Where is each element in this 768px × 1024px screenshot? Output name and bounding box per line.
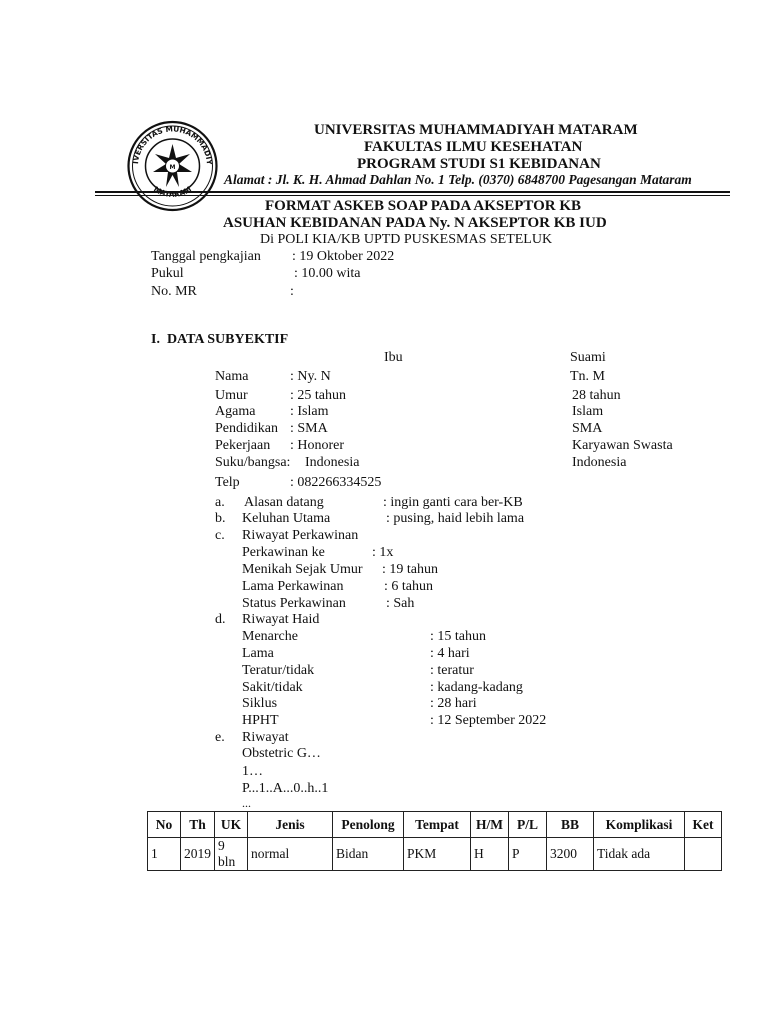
item-letter: b.	[215, 511, 226, 526]
section-heading-data-subyektif: I. DATA SUBYEKTIF	[151, 332, 289, 347]
svg-text:M: M	[169, 164, 176, 171]
identity-ibu: : Ny. N	[290, 369, 331, 384]
identity-label: Nama	[215, 369, 249, 384]
haid-item-label: Teratur/tidak	[242, 663, 315, 678]
identity-label: Pekerjaan	[215, 438, 271, 453]
haid-item-label: Menarche	[242, 629, 298, 644]
perkawinan-item-label: Perkawinan ke	[242, 545, 325, 560]
perkawinan-item-value: : 1x	[372, 545, 394, 560]
tanggal-value: : 19 Oktober 2022	[292, 249, 395, 264]
identity-label: Agama	[215, 404, 256, 419]
haid-item-label: Sakit/tidak	[242, 680, 303, 695]
perkawinan-item-value: : 19 tahun	[382, 562, 438, 577]
column-header: BB	[547, 812, 594, 838]
faculty-name: FAKULTAS ILMU KESEHATAN	[364, 139, 583, 155]
identity-ibu: Indonesia	[305, 455, 360, 470]
table-cell: 3200	[547, 838, 594, 871]
identity-ibu: : 25 tahun	[290, 388, 346, 403]
identity-suami: Tn. M	[570, 369, 605, 384]
identity-suami: SMA	[572, 421, 603, 436]
telp-label: Telp	[215, 475, 240, 490]
table-cell: normal	[248, 838, 333, 871]
table-cell: 1	[148, 838, 181, 871]
identity-suami: Indonesia	[572, 455, 627, 470]
table-row	[148, 838, 722, 871]
table-cell: P	[509, 838, 547, 871]
column-header: Tempat	[404, 812, 471, 838]
table-cell: Bidan	[333, 838, 404, 871]
haid-item-value: : kadang-kadang	[430, 680, 523, 695]
column-header: Ket	[685, 812, 722, 838]
column-header: H/M	[471, 812, 509, 838]
haid-item-value: : teratur	[430, 663, 474, 678]
telp-value: : 082266334525	[290, 475, 382, 490]
table-cell: 9 bln	[215, 838, 248, 871]
riwayat-perkawinan-label: Riwayat Perkawinan	[242, 528, 359, 543]
pukul-value: : 10.00 wita	[294, 266, 361, 281]
letterhead-rule-thin	[95, 195, 730, 196]
obstetric-gravida: Obstetric G…	[242, 746, 321, 761]
column-suami: Suami	[570, 350, 606, 365]
haid-item-label: Lama	[242, 646, 274, 661]
perkawinan-item-label: Menikah Sejak Umur	[242, 562, 363, 577]
table-cell: H	[471, 838, 509, 871]
form-location: Di POLI KIA/KB UPTD PUSKESMAS SETELUK	[260, 232, 553, 247]
riwayat-haid-label: Riwayat Haid	[242, 612, 320, 627]
perkawinan-item-value: : Sah	[386, 596, 415, 611]
haid-item-label: Siklus	[242, 696, 278, 711]
haid-item-value: : 15 tahun	[430, 629, 486, 644]
column-header: Komplikasi	[594, 812, 685, 838]
university-name: UNIVERSITAS MUHAMMADIYAH MATARAM	[314, 122, 638, 138]
obstetric-para: P...1..A...0..h..1	[242, 781, 329, 796]
table-cell: PKM	[404, 838, 471, 871]
column-ibu: Ibu	[384, 350, 403, 365]
keluhan-utama-value: : pusing, haid lebih lama	[386, 511, 525, 526]
identity-suami: Karyawan Swasta	[572, 438, 673, 453]
item-letter: a.	[215, 495, 225, 510]
pukul-label: Pukul	[151, 266, 184, 281]
perkawinan-item-label: Status Perkawinan	[242, 596, 346, 611]
form-title: FORMAT ASKEB SOAP PADA AKSEPTOR KB	[265, 198, 582, 214]
identity-suami: 28 tahun	[572, 388, 621, 403]
address-line: Alamat : Jl. K. H. Ahmad Dahlan No. 1 Telp. (0370) 6848700 Pagesangan Mataram	[224, 172, 692, 187]
identity-ibu: : Islam	[290, 404, 329, 419]
university-seal-logo	[124, 120, 221, 212]
item-letter: d.	[215, 612, 226, 627]
haid-item-label: HPHT	[242, 713, 279, 728]
obstetric-history-table	[147, 811, 722, 871]
haid-item-value: : 28 hari	[430, 696, 477, 711]
program-name: PROGRAM STUDI S1 KEBIDANAN	[357, 156, 601, 172]
alasan-datang-label: Alasan datang	[244, 495, 324, 510]
haid-item-value: : 4 hari	[430, 646, 470, 661]
table-cell: Tidak ada	[594, 838, 685, 871]
identity-label: Pendidikan	[215, 421, 278, 436]
form-subtitle: ASUHAN KEBIDANAN PADA Ny. N AKSEPTOR KB IUD	[223, 215, 607, 231]
svg-text:MATARAM: MATARAM	[152, 184, 193, 199]
keluhan-utama-label: Keluhan Utama	[242, 511, 331, 526]
identity-ibu: : Honorer	[290, 438, 345, 453]
mr-label: No. MR	[151, 284, 197, 299]
item-letter: c.	[215, 528, 225, 543]
svg-text:UNIVERSITAS MUHAMMADIYAH: IVERSITAS MUHAMMADIY	[131, 124, 214, 165]
column-header: Penolong	[333, 812, 404, 838]
column-header: Th	[181, 812, 215, 838]
obstetric-gravida-value: 1…	[242, 764, 263, 779]
item-letter: e.	[215, 730, 225, 745]
identity-ibu: : SMA	[290, 421, 328, 436]
table-cell	[685, 838, 722, 871]
mr-value: :	[290, 284, 294, 299]
column-header: Jenis	[248, 812, 333, 838]
column-header: UK	[215, 812, 248, 838]
haid-item-value: : 12 September 2022	[430, 713, 547, 728]
perkawinan-item-label: Lama Perkawinan	[242, 579, 344, 594]
table-header-row	[148, 812, 722, 838]
table-cell: 2019	[181, 838, 215, 871]
letterhead-rule-thick	[95, 191, 730, 193]
identity-label: Umur	[215, 388, 248, 403]
riwayat-obstetric-label: Riwayat	[242, 730, 289, 745]
perkawinan-item-value: : 6 tahun	[384, 579, 433, 594]
column-header: No	[148, 812, 181, 838]
tanggal-label: Tanggal pengkajian	[151, 249, 261, 264]
column-header: P/L	[509, 812, 547, 838]
identity-suami: Islam	[572, 404, 604, 419]
identity-label: Suku/bangsa:	[215, 455, 291, 470]
alasan-datang-value: : ingin ganti cara ber-KB	[383, 495, 523, 510]
obstetric-ellipsis: ...	[242, 796, 251, 810]
